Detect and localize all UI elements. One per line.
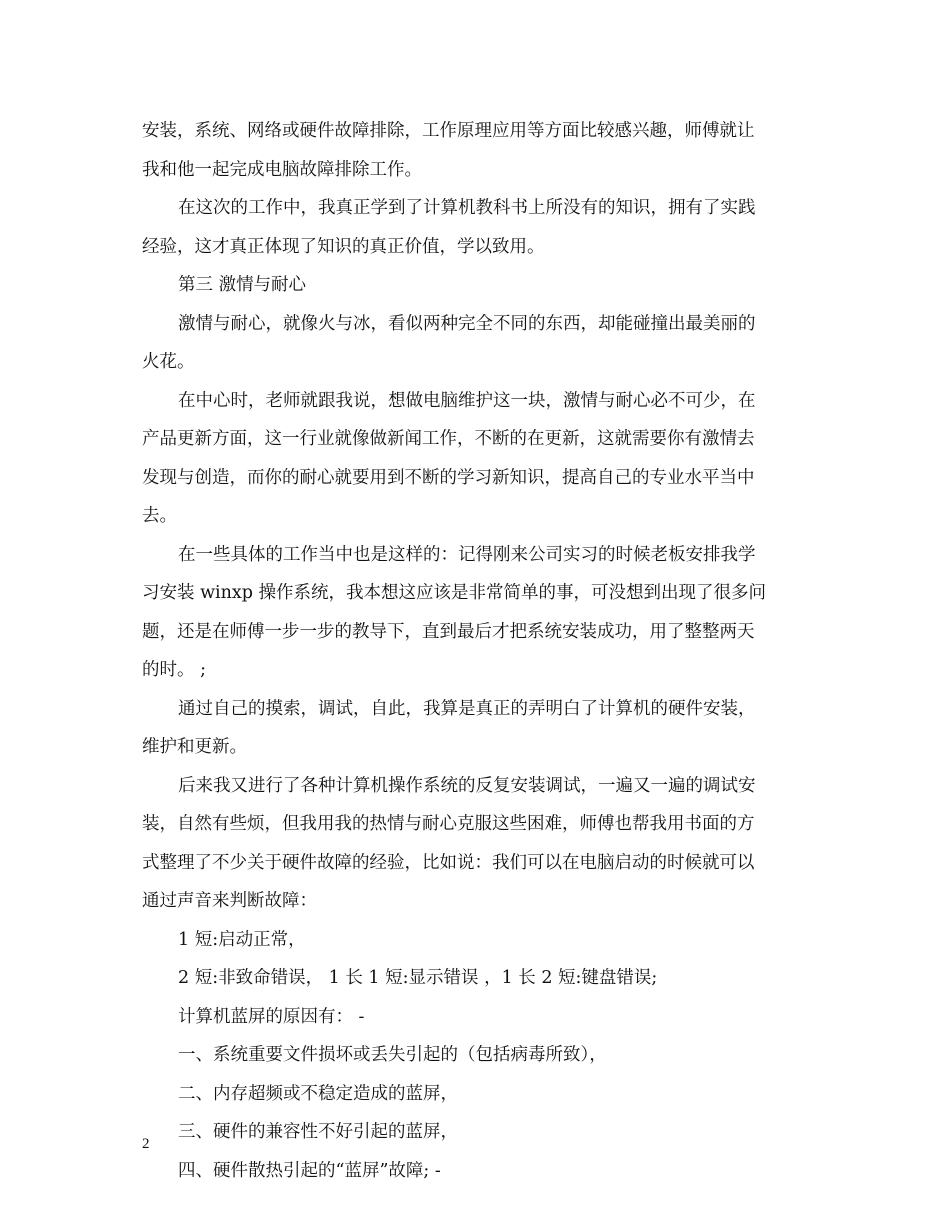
paragraph-line: 通过自己的摸索，调试，自此，我算是真正的弄明白了计算机的硬件安装， <box>178 698 756 719</box>
text-line: 的时。 ; <box>142 660 206 680</box>
text-line: 产品更新方面，这一行业就像做新闻工作，不断的在更新，这就需要你有激情去 <box>142 429 755 449</box>
list-item: 1 短:启动正常， <box>178 929 306 950</box>
text-line: 题，还是在师傅一步一步的教导下，直到最后才把系统安装成功，用了整整两天 <box>142 621 755 642</box>
text-line: 安装，系统、网络或硬件故障排除，工作原理应用等方面比较感兴趣，师傅就让 <box>142 121 755 141</box>
paragraph-line: 在中心时，老师就跟我说，想做电脑维护这一块，激情与耐心必不可少，在 <box>178 390 756 411</box>
paragraph-line: 激情与耐心，就像火与冰，看似两种完全不同的东西，却能碰撞出最美丽的 <box>178 313 756 334</box>
list-heading: 计算机蓝屏的原因有： - <box>178 1006 365 1027</box>
text-line: 式整理了不少关于硬件故障的经验，比如说：我们可以在电脑启动的时候就可以 <box>142 852 755 873</box>
text-line: 火花。 <box>142 352 195 372</box>
text-line: 装，自然有些烦，但我用我的热情与耐心克服这些困难，师傅也帮我用书面的方 <box>142 814 755 834</box>
list-item: 三、硬件的兼容性不好引起的蓝屏， <box>178 1122 458 1142</box>
text-line: 通过声音来判断故障： <box>142 891 317 911</box>
list-item: 2 短:非致命错误， 1 长 1 短:显示错误 ，1 长 2 短:键盘错误; <box>178 968 658 988</box>
paragraph-line: 在这次的工作中，我真正学到了计算机教科书上所没有的知识，拥有了实践 <box>178 198 756 218</box>
list-item: 四、硬件散热引起的“蓝屏”故障; - <box>178 1160 441 1181</box>
text-line: 习安装 winxp 操作系统，我本想这应该是非常简单的事，可没想到出现了很多问 <box>142 583 767 603</box>
document-body <box>142 112 814 1190</box>
paragraph-line: 在一些具体的工作当中也是这样的：记得刚来公司实习的时候老板安排我学 <box>178 544 756 565</box>
paragraph-line: 后来我又进行了各种计算机操作系统的反复安装调试，一遍又一遍的调试安 <box>178 775 756 796</box>
text-line: 经验，这才真正体现了知识的真正价值，学以致用。 <box>142 236 545 257</box>
text-line: 维护和更新。 <box>142 737 247 757</box>
text-line: 我和他一起完成电脑故障排除工作。 <box>142 159 422 180</box>
text-line: 去。 <box>142 506 177 526</box>
list-item: 二、内存超频或不稳定造成的蓝屏， <box>178 1083 458 1104</box>
list-item: 一、系统重要文件损坏或丢失引起的（包括病毒所致）， <box>178 1045 607 1065</box>
section-heading: 第三 激情与耐心 <box>178 275 307 295</box>
page-number: 2 <box>142 1136 150 1152</box>
text-line: 发现与创造，而你的耐心就要用到不断的学习新知识，提高自己的专业水平当中 <box>142 467 755 488</box>
